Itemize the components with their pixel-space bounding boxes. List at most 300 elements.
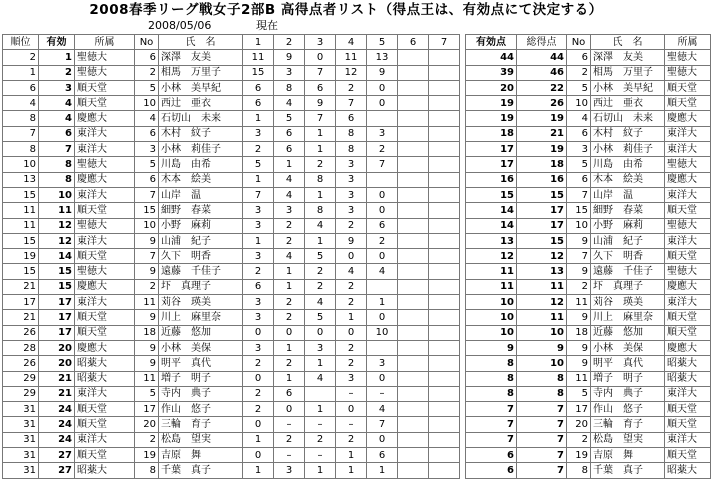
game-4-cell: – <box>336 417 367 432</box>
effective-points-cell: 10 <box>466 325 517 340</box>
effective-rank-cell: 24 <box>39 417 75 432</box>
game-7-cell <box>429 203 460 218</box>
game-4-cell: 3 <box>336 157 367 172</box>
team-cell: 聖徳大 <box>75 157 135 172</box>
col-no-right: No <box>567 35 591 50</box>
effective-points-cell: 39 <box>466 65 517 80</box>
game-2-cell: 9 <box>274 50 305 65</box>
col-game-6: 6 <box>398 35 429 50</box>
table-row <box>3 325 711 340</box>
no-cell-right: 18 <box>567 325 591 340</box>
team-cell-right: 慶應大 <box>665 172 711 187</box>
no-cell-right: 2 <box>567 432 591 447</box>
name-cell: 近藤 悠加 <box>159 325 243 340</box>
game-7-cell <box>429 356 460 371</box>
table-row <box>3 249 711 264</box>
team-cell-right: 東洋大 <box>665 233 711 248</box>
table-row <box>3 157 711 172</box>
game-3-cell: 1 <box>305 463 336 478</box>
total-points-cell: 9 <box>517 340 567 355</box>
team-cell: 聖徳大 <box>75 65 135 80</box>
game-2-cell: 0 <box>274 402 305 417</box>
team-cell: 慶應大 <box>75 279 135 294</box>
col-team: 所属 <box>75 35 135 50</box>
effective-rank-cell: 8 <box>39 172 75 187</box>
team-cell-right: 東洋大 <box>665 142 711 157</box>
game-3-cell: 8 <box>305 203 336 218</box>
team-cell: 東洋大 <box>75 126 135 141</box>
game-3-cell: 5 <box>305 249 336 264</box>
effective-points-cell: 19 <box>466 111 517 126</box>
team-cell-right: 慶應大 <box>665 279 711 294</box>
team-cell-right: 慶應大 <box>665 340 711 355</box>
effective-rank-cell: 12 <box>39 233 75 248</box>
no-cell-right: 5 <box>567 386 591 401</box>
name-cell: 遠藤 千佳子 <box>159 264 243 279</box>
game-2-cell: 0 <box>274 325 305 340</box>
rank-cell: 26 <box>3 325 39 340</box>
game-1-cell: 0 <box>243 325 274 340</box>
game-1-cell: 1 <box>243 463 274 478</box>
game-1-cell: 6 <box>243 80 274 95</box>
game-2-cell: – <box>274 417 305 432</box>
game-3-cell: 1 <box>305 356 336 371</box>
name-cell: 木村 紋子 <box>159 126 243 141</box>
total-points-cell: 8 <box>517 371 567 386</box>
game-3-cell: 9 <box>305 96 336 111</box>
no-cell: 9 <box>135 233 159 248</box>
total-points-cell: 12 <box>517 295 567 310</box>
game-5-cell: 3 <box>367 126 398 141</box>
game-2-cell: 1 <box>274 340 305 355</box>
name-cell: 小林 美保 <box>159 340 243 355</box>
effective-points-cell: 11 <box>466 264 517 279</box>
game-2-cell: 2 <box>274 310 305 325</box>
rank-cell: 6 <box>3 80 39 95</box>
game-1-cell: 1 <box>243 233 274 248</box>
name-cell: 寺内 典子 <box>159 386 243 401</box>
effective-rank-cell: 2 <box>39 65 75 80</box>
effective-rank-cell: 21 <box>39 371 75 386</box>
game-7-cell <box>429 325 460 340</box>
name-cell-right: 川島 由希 <box>591 157 665 172</box>
no-cell-right: 15 <box>567 203 591 218</box>
game-7-cell <box>429 432 460 447</box>
game-4-cell: 1 <box>336 448 367 463</box>
game-4-cell: 2 <box>336 218 367 233</box>
game-2-cell: 6 <box>274 126 305 141</box>
effective-rank-cell: 17 <box>39 295 75 310</box>
no-cell: 5 <box>135 157 159 172</box>
name-cell-right: 小野 麻莉 <box>591 218 665 233</box>
name-cell-right: 小林 莉佳子 <box>591 142 665 157</box>
team-cell-right: 聖徳大 <box>665 157 711 172</box>
game-2-cell: 2 <box>274 233 305 248</box>
name-cell-right: 深澤 友美 <box>591 50 665 65</box>
team-cell: 聖徳大 <box>75 50 135 65</box>
game-3-cell: 8 <box>305 172 336 187</box>
table-row <box>3 371 711 386</box>
effective-points-cell: 6 <box>466 448 517 463</box>
game-2-cell: 4 <box>274 187 305 202</box>
name-cell: 苅谷 瑛美 <box>159 295 243 310</box>
game-1-cell: 11 <box>243 50 274 65</box>
game-3-cell: 5 <box>305 310 336 325</box>
no-cell-right: 2 <box>567 65 591 80</box>
team-cell-right: 順天堂 <box>665 80 711 95</box>
effective-rank-cell: 4 <box>39 111 75 126</box>
effective-rank-cell: 20 <box>39 340 75 355</box>
game-4-cell: 0 <box>336 249 367 264</box>
no-cell: 9 <box>135 356 159 371</box>
game-1-cell: 7 <box>243 187 274 202</box>
game-5-cell: 4 <box>367 264 398 279</box>
effective-rank-cell: 24 <box>39 402 75 417</box>
name-cell-right: 松島 望実 <box>591 432 665 447</box>
team-cell: 昭薬大 <box>75 463 135 478</box>
no-cell: 7 <box>135 187 159 202</box>
game-2-cell: 6 <box>274 142 305 157</box>
team-cell-right: 東洋大 <box>665 187 711 202</box>
game-6-cell <box>398 157 429 172</box>
game-7-cell <box>429 218 460 233</box>
team-cell: 順天堂 <box>75 203 135 218</box>
total-points-cell: 10 <box>517 325 567 340</box>
col-rank: 順位 <box>3 35 39 50</box>
effective-points-cell: 17 <box>466 157 517 172</box>
team-cell-right: 東洋大 <box>665 126 711 141</box>
game-6-cell <box>398 417 429 432</box>
table-row <box>3 417 711 432</box>
no-cell-right: 19 <box>567 448 591 463</box>
total-points-cell: 12 <box>517 249 567 264</box>
game-2-cell: 5 <box>274 111 305 126</box>
name-cell: 松島 望実 <box>159 432 243 447</box>
header-row <box>3 35 711 50</box>
table-row <box>3 463 711 478</box>
game-7-cell <box>429 249 460 264</box>
game-3-cell: 4 <box>305 218 336 233</box>
game-2-cell: 2 <box>274 218 305 233</box>
game-2-cell: 4 <box>274 172 305 187</box>
team-cell-right: 聖徳大 <box>665 264 711 279</box>
game-7-cell <box>429 417 460 432</box>
game-3-cell: 4 <box>305 295 336 310</box>
game-3-cell: 0 <box>305 325 336 340</box>
game-1-cell: 2 <box>243 356 274 371</box>
total-points-cell: 7 <box>517 448 567 463</box>
name-cell-right: 寺内 典子 <box>591 386 665 401</box>
game-7-cell <box>429 96 460 111</box>
effective-points-cell: 7 <box>466 432 517 447</box>
game-6-cell <box>398 50 429 65</box>
no-cell: 11 <box>135 295 159 310</box>
game-5-cell: 9 <box>367 65 398 80</box>
name-cell: 細野 春菜 <box>159 203 243 218</box>
game-1-cell: 0 <box>243 371 274 386</box>
table-row <box>3 448 711 463</box>
effective-rank-cell: 15 <box>39 264 75 279</box>
game-5-cell: 6 <box>367 218 398 233</box>
rank-cell: 31 <box>3 448 39 463</box>
team-cell-right: 順天堂 <box>665 310 711 325</box>
team-cell-right: 順天堂 <box>665 448 711 463</box>
game-1-cell: 1 <box>243 172 274 187</box>
name-cell: 圷 真理子 <box>159 279 243 294</box>
effective-points-cell: 6 <box>466 463 517 478</box>
no-cell: 2 <box>135 279 159 294</box>
game-1-cell: 5 <box>243 157 274 172</box>
game-5-cell: – <box>367 386 398 401</box>
game-5-cell <box>367 340 398 355</box>
no-cell-right: 4 <box>567 111 591 126</box>
rank-cell: 15 <box>3 233 39 248</box>
table-row <box>3 386 711 401</box>
game-1-cell: 3 <box>243 203 274 218</box>
col-game-1: 1 <box>243 35 274 50</box>
game-3-cell <box>305 386 336 401</box>
game-4-cell: 0 <box>336 325 367 340</box>
rank-cell: 10 <box>3 157 39 172</box>
game-3-cell: 2 <box>305 264 336 279</box>
name-cell: 小林 美早紀 <box>159 80 243 95</box>
rank-cell: 21 <box>3 310 39 325</box>
name-cell-right: 山浦 紀子 <box>591 233 665 248</box>
game-6-cell <box>398 249 429 264</box>
team-cell: 東洋大 <box>75 295 135 310</box>
table-row <box>3 126 711 141</box>
team-cell: 順天堂 <box>75 402 135 417</box>
table-row <box>3 432 711 447</box>
game-5-cell: 1 <box>367 463 398 478</box>
name-cell-right: 小林 美早紀 <box>591 80 665 95</box>
no-cell: 6 <box>135 126 159 141</box>
no-cell: 6 <box>135 50 159 65</box>
effective-rank-cell: 1 <box>39 50 75 65</box>
table-row <box>3 218 711 233</box>
col-game-7: 7 <box>429 35 460 50</box>
game-4-cell: 3 <box>336 187 367 202</box>
no-cell: 2 <box>135 432 159 447</box>
team-cell: 東洋大 <box>75 432 135 447</box>
game-5-cell: 1 <box>367 295 398 310</box>
game-6-cell <box>398 325 429 340</box>
game-6-cell <box>398 295 429 310</box>
game-5-cell: 3 <box>367 356 398 371</box>
name-cell: 相馬 万里子 <box>159 65 243 80</box>
team-cell-right: 聖徳大 <box>665 65 711 80</box>
team-cell: 慶應大 <box>75 340 135 355</box>
game-3-cell: 2 <box>305 432 336 447</box>
game-2-cell: 4 <box>274 96 305 111</box>
game-3-cell: 1 <box>305 233 336 248</box>
effective-points-cell: 15 <box>466 187 517 202</box>
game-7-cell <box>429 448 460 463</box>
name-cell-right: 木村 紋子 <box>591 126 665 141</box>
game-6-cell <box>398 65 429 80</box>
team-cell: 順天堂 <box>75 96 135 111</box>
game-7-cell <box>429 371 460 386</box>
effective-points-cell: 13 <box>466 233 517 248</box>
col-effective-rank: 有効 <box>39 35 75 50</box>
game-4-cell: 12 <box>336 65 367 80</box>
no-cell-right: 5 <box>567 157 591 172</box>
game-2-cell: 3 <box>274 65 305 80</box>
rank-cell: 31 <box>3 463 39 478</box>
effective-points-cell: 8 <box>466 386 517 401</box>
game-1-cell: 6 <box>243 96 274 111</box>
effective-rank-cell: 27 <box>39 448 75 463</box>
total-points-cell: 22 <box>517 80 567 95</box>
game-4-cell: 1 <box>336 463 367 478</box>
rank-cell: 31 <box>3 417 39 432</box>
game-2-cell: 1 <box>274 157 305 172</box>
table-row <box>3 187 711 202</box>
game-3-cell: 1 <box>305 142 336 157</box>
game-4-cell: 2 <box>336 279 367 294</box>
game-2-cell: 6 <box>274 386 305 401</box>
name-cell: 深澤 友美 <box>159 50 243 65</box>
game-3-cell: 1 <box>305 187 336 202</box>
effective-rank-cell: 4 <box>39 96 75 111</box>
total-points-cell: 46 <box>517 65 567 80</box>
total-points-cell: 16 <box>517 172 567 187</box>
game-2-cell: 8 <box>274 80 305 95</box>
scorer-table <box>2 34 711 479</box>
name-cell: 作山 悠子 <box>159 402 243 417</box>
no-cell: 9 <box>135 340 159 355</box>
game-1-cell: 3 <box>243 340 274 355</box>
no-cell-right: 6 <box>567 126 591 141</box>
game-1-cell: 2 <box>243 402 274 417</box>
game-1-cell: 0 <box>243 417 274 432</box>
rank-cell: 2 <box>3 50 39 65</box>
effective-rank-cell: 10 <box>39 187 75 202</box>
game-2-cell: 1 <box>274 264 305 279</box>
total-points-cell: 19 <box>517 142 567 157</box>
col-game-2: 2 <box>274 35 305 50</box>
col-no: No <box>135 35 159 50</box>
col-name: 氏 名 <box>159 35 243 50</box>
game-7-cell <box>429 142 460 157</box>
game-4-cell: – <box>336 386 367 401</box>
game-7-cell <box>429 65 460 80</box>
game-7-cell <box>429 463 460 478</box>
game-2-cell: 4 <box>274 249 305 264</box>
table-row <box>3 310 711 325</box>
game-1-cell: 2 <box>243 142 274 157</box>
game-3-cell: – <box>305 448 336 463</box>
rank-cell: 21 <box>3 279 39 294</box>
name-cell-right: 久下 明香 <box>591 249 665 264</box>
no-cell-right: 9 <box>567 356 591 371</box>
game-1-cell: 6 <box>243 279 274 294</box>
effective-rank-cell: 15 <box>39 279 75 294</box>
rank-cell: 11 <box>3 218 39 233</box>
game-6-cell <box>398 279 429 294</box>
game-1-cell: 3 <box>243 295 274 310</box>
game-7-cell <box>429 233 460 248</box>
game-3-cell: 1 <box>305 126 336 141</box>
name-cell-right: 西辻 亜衣 <box>591 96 665 111</box>
total-points-cell: 13 <box>517 264 567 279</box>
effective-points-cell: 18 <box>466 126 517 141</box>
no-cell: 18 <box>135 325 159 340</box>
name-cell-right: 三輪 育子 <box>591 417 665 432</box>
team-cell: 昭薬大 <box>75 356 135 371</box>
total-points-cell: 7 <box>517 432 567 447</box>
effective-rank-cell: 14 <box>39 249 75 264</box>
team-cell: 順天堂 <box>75 249 135 264</box>
no-cell: 7 <box>135 249 159 264</box>
game-1-cell: 1 <box>243 111 274 126</box>
team-cell: 東洋大 <box>75 142 135 157</box>
no-cell-right: 9 <box>567 340 591 355</box>
game-2-cell: 1 <box>274 279 305 294</box>
game-6-cell <box>398 463 429 478</box>
effective-rank-cell: 8 <box>39 157 75 172</box>
game-1-cell: 1 <box>243 432 274 447</box>
no-cell-right: 6 <box>567 172 591 187</box>
game-4-cell: 1 <box>336 310 367 325</box>
game-4-cell: 6 <box>336 111 367 126</box>
no-cell-right: 10 <box>567 96 591 111</box>
team-cell-right: 順天堂 <box>665 417 711 432</box>
table-row <box>3 402 711 417</box>
game-7-cell <box>429 172 460 187</box>
name-cell-right: 吉原 舞 <box>591 448 665 463</box>
game-5-cell <box>367 172 398 187</box>
game-5-cell: 0 <box>367 371 398 386</box>
game-1-cell: 3 <box>243 126 274 141</box>
effective-rank-cell: 24 <box>39 432 75 447</box>
effective-points-cell: 8 <box>466 371 517 386</box>
game-1-cell: 2 <box>243 264 274 279</box>
no-cell-right: 11 <box>567 371 591 386</box>
game-6-cell <box>398 142 429 157</box>
table-row <box>3 279 711 294</box>
team-cell-right: 東洋大 <box>665 432 711 447</box>
no-cell: 4 <box>135 111 159 126</box>
game-7-cell <box>429 157 460 172</box>
game-4-cell: 3 <box>336 371 367 386</box>
no-cell-right: 11 <box>567 295 591 310</box>
no-cell-right: 9 <box>567 310 591 325</box>
name-cell: 石切山 未来 <box>159 111 243 126</box>
no-cell: 8 <box>135 463 159 478</box>
table-row <box>3 111 711 126</box>
no-cell-right: 6 <box>567 50 591 65</box>
game-7-cell <box>429 80 460 95</box>
team-cell: 聖徳大 <box>75 218 135 233</box>
name-cell: 川上 麻里奈 <box>159 310 243 325</box>
name-cell: 三輪 育子 <box>159 417 243 432</box>
team-cell-right: 順天堂 <box>665 96 711 111</box>
game-5-cell: 0 <box>367 96 398 111</box>
game-7-cell <box>429 310 460 325</box>
table-row <box>3 172 711 187</box>
no-cell: 10 <box>135 218 159 233</box>
name-cell-right: 千葉 真子 <box>591 463 665 478</box>
no-cell: 19 <box>135 448 159 463</box>
game-3-cell: 4 <box>305 371 336 386</box>
game-3-cell: – <box>305 417 336 432</box>
rank-cell: 31 <box>3 402 39 417</box>
name-cell: 山浦 紀子 <box>159 233 243 248</box>
game-4-cell: 8 <box>336 126 367 141</box>
game-6-cell <box>398 203 429 218</box>
effective-points-cell: 44 <box>466 50 517 65</box>
